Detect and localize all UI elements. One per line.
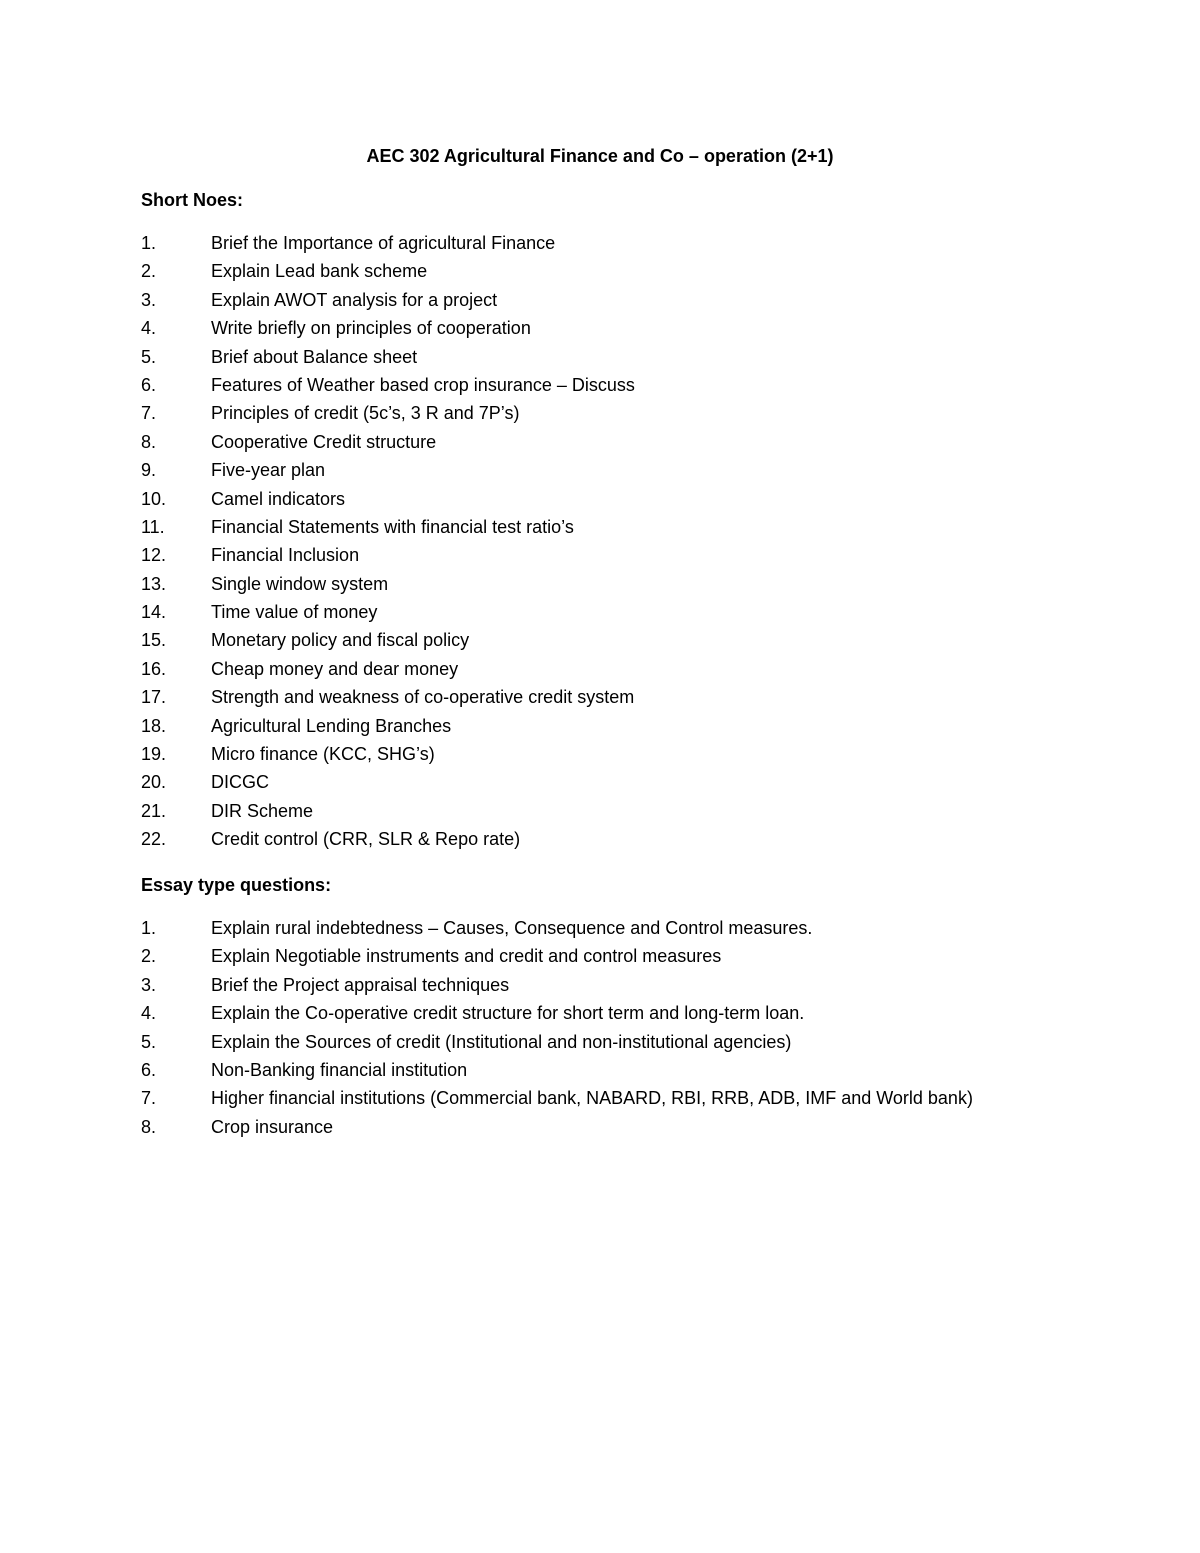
short-note-item	[141, 770, 1121, 798]
short-note-item	[141, 628, 1121, 656]
short-note-item	[141, 572, 1121, 600]
list-item-text: Higher financial institutions (Commercial bank, NABARD, RBI, RRB, ADB, IMF and World bank)	[211, 1088, 973, 1109]
list-item-number: 18.	[141, 715, 167, 736]
list-item-number: 10.	[141, 488, 167, 509]
short-note-item	[141, 799, 1121, 827]
list-item-text: Write briefly on principles of cooperation	[211, 318, 531, 339]
list-item-text: Financial Inclusion	[211, 545, 360, 566]
list-item-number: 1.	[141, 918, 157, 938]
list-item-text: Non-Banking financial institution	[211, 1059, 468, 1080]
list-item-text: DICGC	[211, 772, 269, 793]
list-item-text: Features of Weather based crop insurance – Discuss	[211, 374, 635, 395]
essay-question-item	[141, 1058, 1121, 1086]
short-note-item	[141, 231, 1121, 259]
essay-question-item	[141, 1115, 1121, 1143]
list-item-number: 3.	[141, 974, 157, 995]
list-item-number: 2.	[141, 261, 157, 282]
list-item-number: 7.	[141, 403, 157, 424]
short-note-item	[141, 373, 1121, 401]
list-item-text: Strength and weakness of co-operative credit system	[211, 687, 635, 708]
list-item-number: 22.	[141, 829, 167, 850]
list-item-text: Explain the Sources of credit (Institutional and non-institutional agencies)	[211, 1031, 792, 1052]
list-item-text: Brief the Importance of agricultural Finance	[211, 233, 556, 253]
list-item-number: 6.	[141, 374, 157, 395]
list-item-number: 1.	[141, 233, 157, 253]
short-notes-list	[141, 231, 1121, 856]
list-item-text: Brief the Project appraisal techniques	[211, 974, 510, 995]
short-note-item	[141, 742, 1121, 770]
list-item-number: 8.	[141, 431, 157, 452]
list-item-number: 13.	[141, 573, 167, 594]
essay-question-item	[141, 1086, 1121, 1114]
list-item-number: 5.	[141, 1031, 157, 1052]
list-item-text: Agricultural Lending Branches	[211, 715, 452, 736]
list-item-number: 4.	[141, 1003, 157, 1024]
short-note-item	[141, 515, 1121, 543]
list-item-number: 11.	[141, 516, 165, 537]
list-item-text: Explain the Co-operative credit structure for short term and long-term loan.	[211, 1003, 805, 1024]
list-item-text: DIR Scheme	[211, 800, 314, 821]
list-item-text: Explain rural indebtedness – Causes, Consequence and Control measures.	[211, 918, 813, 938]
list-item-number: 4.	[141, 318, 157, 339]
list-item-number: 14.	[141, 602, 167, 623]
list-item-number: 12.	[141, 545, 167, 566]
short-note-item	[141, 685, 1121, 713]
essay-questions-heading: Essay type questions:	[141, 875, 332, 895]
list-item-text: Explain Lead bank scheme	[211, 261, 428, 282]
short-notes-heading: Short Noes:	[141, 190, 244, 210]
essay-question-item	[141, 973, 1121, 1001]
list-item-text: Micro finance (KCC, SHG’s)	[211, 744, 435, 765]
short-note-item	[141, 345, 1121, 373]
essay-questions-list	[141, 916, 1121, 1143]
list-item-number: 20.	[141, 772, 167, 793]
list-item-text: Cooperative Credit structure	[211, 431, 437, 452]
list-item-text: Five-year plan	[211, 460, 326, 481]
list-item-text: Camel indicators	[211, 488, 346, 509]
list-item-text: Financial Statements with financial test ratio’s	[211, 516, 574, 537]
list-item-number: 21.	[141, 800, 167, 821]
short-note-item	[141, 827, 1121, 855]
short-note-item	[141, 316, 1121, 344]
short-note-item	[141, 288, 1121, 316]
page-title: AEC 302 Agricultural Finance and Co – operation (2+1)	[366, 146, 834, 166]
short-note-item	[141, 458, 1121, 486]
list-item-text: Brief about Balance sheet	[211, 346, 418, 367]
list-item-text: Explain Negotiable instruments and credit and control measures	[211, 946, 722, 967]
list-item-number: 17.	[141, 687, 167, 708]
list-item-text: Monetary policy and fiscal policy	[211, 630, 470, 651]
list-item-number: 6.	[141, 1059, 157, 1080]
short-note-item	[141, 487, 1121, 515]
list-item-number: 7.	[141, 1088, 157, 1109]
short-note-item	[141, 600, 1121, 628]
list-item-number: 8.	[141, 1116, 157, 1137]
list-item-text: Explain AWOT analysis for a project	[211, 289, 498, 310]
list-item-text: Crop insurance	[211, 1116, 334, 1137]
essay-question-item	[141, 1030, 1121, 1058]
list-item-number: 5.	[141, 346, 157, 367]
list-item-text: Credit control (CRR, SLR & Repo rate)	[211, 829, 521, 850]
short-note-item	[141, 259, 1121, 287]
essay-question-item	[141, 944, 1121, 972]
list-item-text: Cheap money and dear money	[211, 658, 459, 679]
list-item-number: 15.	[141, 630, 167, 651]
list-item-number: 3.	[141, 289, 157, 310]
list-item-text: Principles of credit (5c’s, 3 R and 7P’s)	[211, 403, 520, 424]
short-note-item	[141, 543, 1121, 571]
list-item-number: 16.	[141, 658, 167, 679]
short-note-item	[141, 714, 1121, 742]
list-item-text: Time value of money	[211, 602, 378, 623]
essay-question-item	[141, 1001, 1121, 1029]
essay-question-item	[141, 916, 1121, 944]
list-item-number: 2.	[141, 946, 157, 967]
list-item-number: 9.	[141, 460, 157, 481]
list-item-number: 19.	[141, 744, 167, 765]
list-item-text: Single window system	[211, 573, 389, 594]
short-note-item	[141, 657, 1121, 685]
short-note-item	[141, 430, 1121, 458]
short-note-item	[141, 401, 1121, 429]
